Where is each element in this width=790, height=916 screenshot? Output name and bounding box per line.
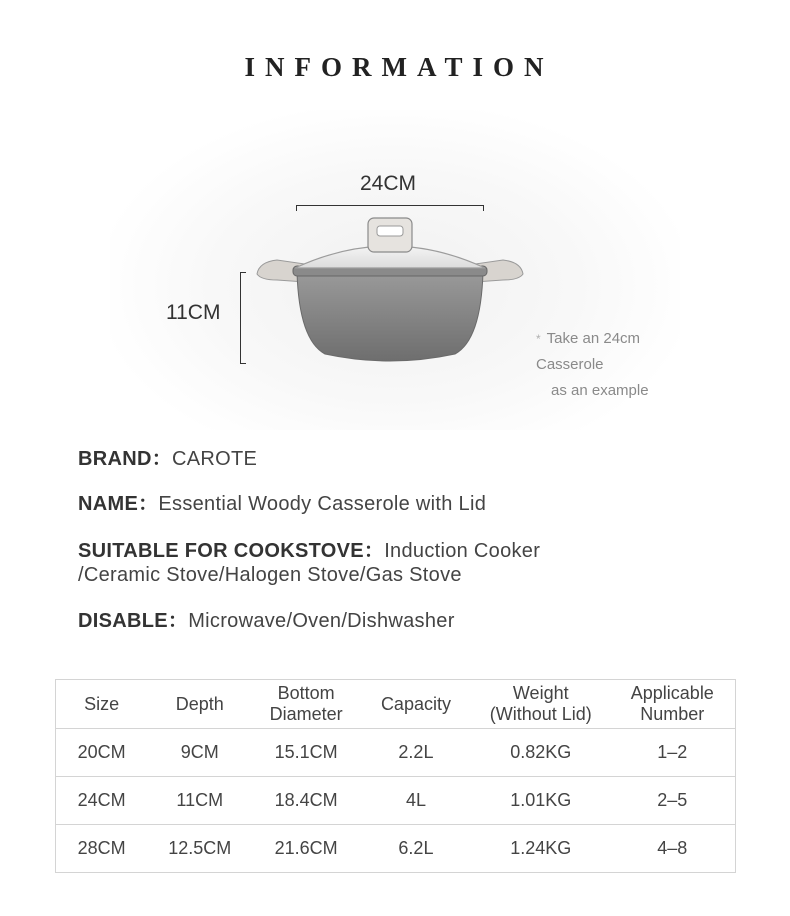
table-cell: 4L [360, 777, 472, 825]
header-cell [360, 680, 472, 729]
table-cell: 1.24KG [510, 838, 572, 858]
table-cell: 1–2 [610, 729, 736, 777]
table-cell: 24CM [56, 777, 148, 825]
header-cell [252, 680, 360, 729]
title-wrap [0, 52, 790, 83]
cookstove-row [78, 539, 718, 587]
height-dimension-line [240, 272, 246, 364]
name-row [78, 492, 486, 516]
table-row [56, 825, 736, 873]
header-depth: Depth [175, 693, 224, 714]
table-cell: 0.82KG [472, 729, 610, 777]
disable-row [78, 609, 455, 633]
disable-key: DISABLE： [78, 610, 189, 632]
name-key: NAME： [78, 493, 159, 515]
header-diameter: Diameter [269, 704, 343, 724]
table-header-row [56, 680, 736, 729]
table-row [56, 729, 736, 777]
table-cell: 9CM [147, 729, 252, 777]
table-row [56, 777, 736, 825]
header-size: Size [84, 693, 120, 714]
cookstove-value-line2: /Ceramic Stove/Halogen Stove/Gas Stove [78, 564, 462, 586]
table-cell: 4–8 [657, 838, 688, 858]
page-title: INFORMATION [233, 52, 558, 83]
header-without-lid: (Without Lid) [489, 704, 592, 724]
header-cell [147, 680, 252, 729]
header-cell [56, 680, 148, 729]
table-cell: 20CM [56, 729, 148, 777]
table-cell: 18.4CM [252, 777, 360, 825]
header-number: Number [640, 704, 705, 724]
brand-row [78, 447, 257, 471]
brand-key: BRAND： [78, 448, 173, 470]
header-bottom: Bottom [277, 683, 335, 703]
width-dimension-label: 24CM [360, 172, 417, 195]
casserole-illustration [255, 210, 525, 370]
note-line1: Take an 24cm Casserole [536, 330, 641, 373]
note-line2: as an example [551, 382, 649, 399]
table-cell: 11CM [147, 777, 252, 825]
table-cell: 28CM [77, 838, 126, 858]
table-cell: 2–5 [610, 777, 736, 825]
header-applicable: Applicable [630, 683, 714, 703]
cookstove-value-line1: Induction Cooker [384, 540, 541, 562]
table-cell: 2.2L [360, 729, 472, 777]
table-cell: 21.6CM [274, 838, 338, 858]
table-cell: 12.5CM [168, 838, 232, 858]
disable-value: Microwave/Oven/Dishwasher [188, 610, 455, 632]
header-cell [610, 680, 736, 729]
header-weight: Weight [512, 683, 569, 703]
product-diagram [110, 110, 680, 430]
brand-value: CAROTE [172, 448, 258, 470]
header-cell [472, 680, 610, 729]
example-note [536, 326, 680, 404]
table-cell: 6.2L [398, 838, 434, 858]
spec-table [55, 679, 736, 873]
table-cell: 15.1CM [252, 729, 360, 777]
note-marker: * [536, 332, 541, 346]
cookstove-key: SUITABLE FOR COOKSTOVE： [78, 540, 385, 562]
table-cell: 1.01KG [472, 777, 610, 825]
height-dimension-label: 11CM [166, 301, 221, 324]
header-capacity: Capacity [380, 693, 451, 714]
name-value: Essential Woody Casserole with Lid [158, 493, 487, 515]
